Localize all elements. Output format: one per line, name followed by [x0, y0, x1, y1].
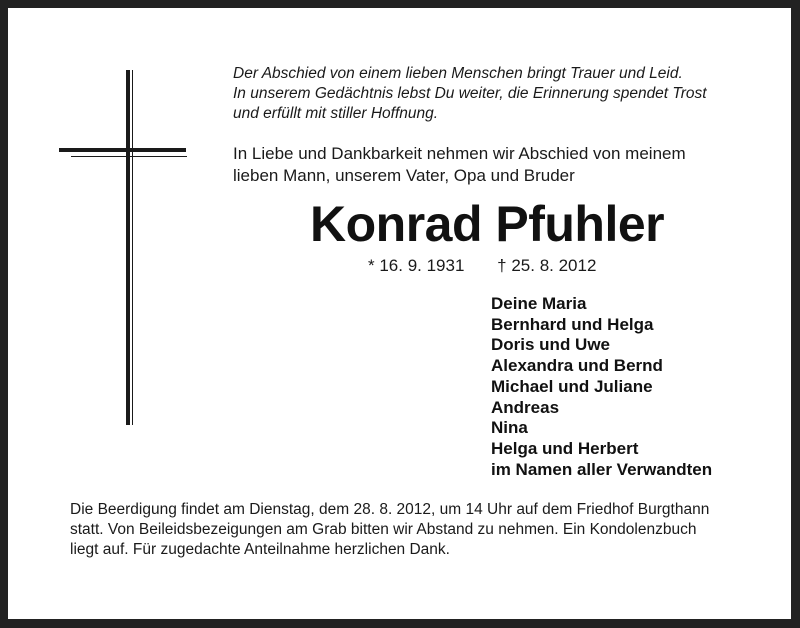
mourner-name: Nina — [491, 418, 528, 438]
obituary-notice — [8, 8, 791, 619]
life-dates — [368, 256, 596, 276]
quote-line: und erfüllt mit stiller Hoffnung. — [233, 105, 439, 122]
funeral-line: statt. Von Beileidsbezeigungen am Grab bitten wir Abstand zu nehmen. Ein Kondolenzbuch — [70, 521, 697, 538]
mourner-name: Deine Maria — [491, 294, 587, 313]
quote-line: Der Abschied von einem lieben Menschen bringt Trauer und Leid. — [233, 65, 683, 82]
mourner-name: Doris und Uwe — [491, 335, 611, 355]
cross-horizontal-line — [71, 156, 187, 157]
quote-line: In unserem Gedächtnis lebst Du weiter, die Erinnerung spendet Trost — [233, 85, 707, 102]
funeral-information — [70, 500, 750, 560]
funeral-line: Die Beerdigung findet am Dienstag, dem 28. 8. 2012, um 14 Uhr auf dem Friedhof Burgthann — [70, 501, 710, 518]
death-date: † 25. 8. 2012 — [497, 256, 597, 275]
intro-line: lieben Mann, unserem Vater, Opa und Bruder — [233, 166, 575, 185]
mourner-name: im Namen aller Verwandten — [491, 459, 713, 479]
memorial-quote — [233, 64, 753, 124]
deceased-name: Konrad Pfuhler — [310, 196, 665, 252]
intro-line: In Liebe und Dankbarkeit nehmen wir Abschied von meinem — [233, 144, 686, 163]
mourner-name: Helga und Herbert — [491, 438, 639, 458]
mourner-name: Andreas — [491, 397, 560, 417]
mourners-list — [491, 294, 712, 480]
cross-vertical-bar — [126, 70, 130, 425]
mourner-name: Alexandra und Bernd — [491, 356, 663, 376]
cross-horizontal-bar — [59, 148, 186, 152]
birth-date: * 16. 9. 1931 — [368, 256, 465, 275]
mourner-name: Michael und Juliane — [491, 376, 653, 396]
funeral-line: liegt auf. Für zugedachte Anteilnahme herzlichen Dank. — [70, 541, 450, 558]
farewell-intro — [233, 143, 753, 187]
mourner-name: Bernhard und Helga — [491, 314, 654, 334]
